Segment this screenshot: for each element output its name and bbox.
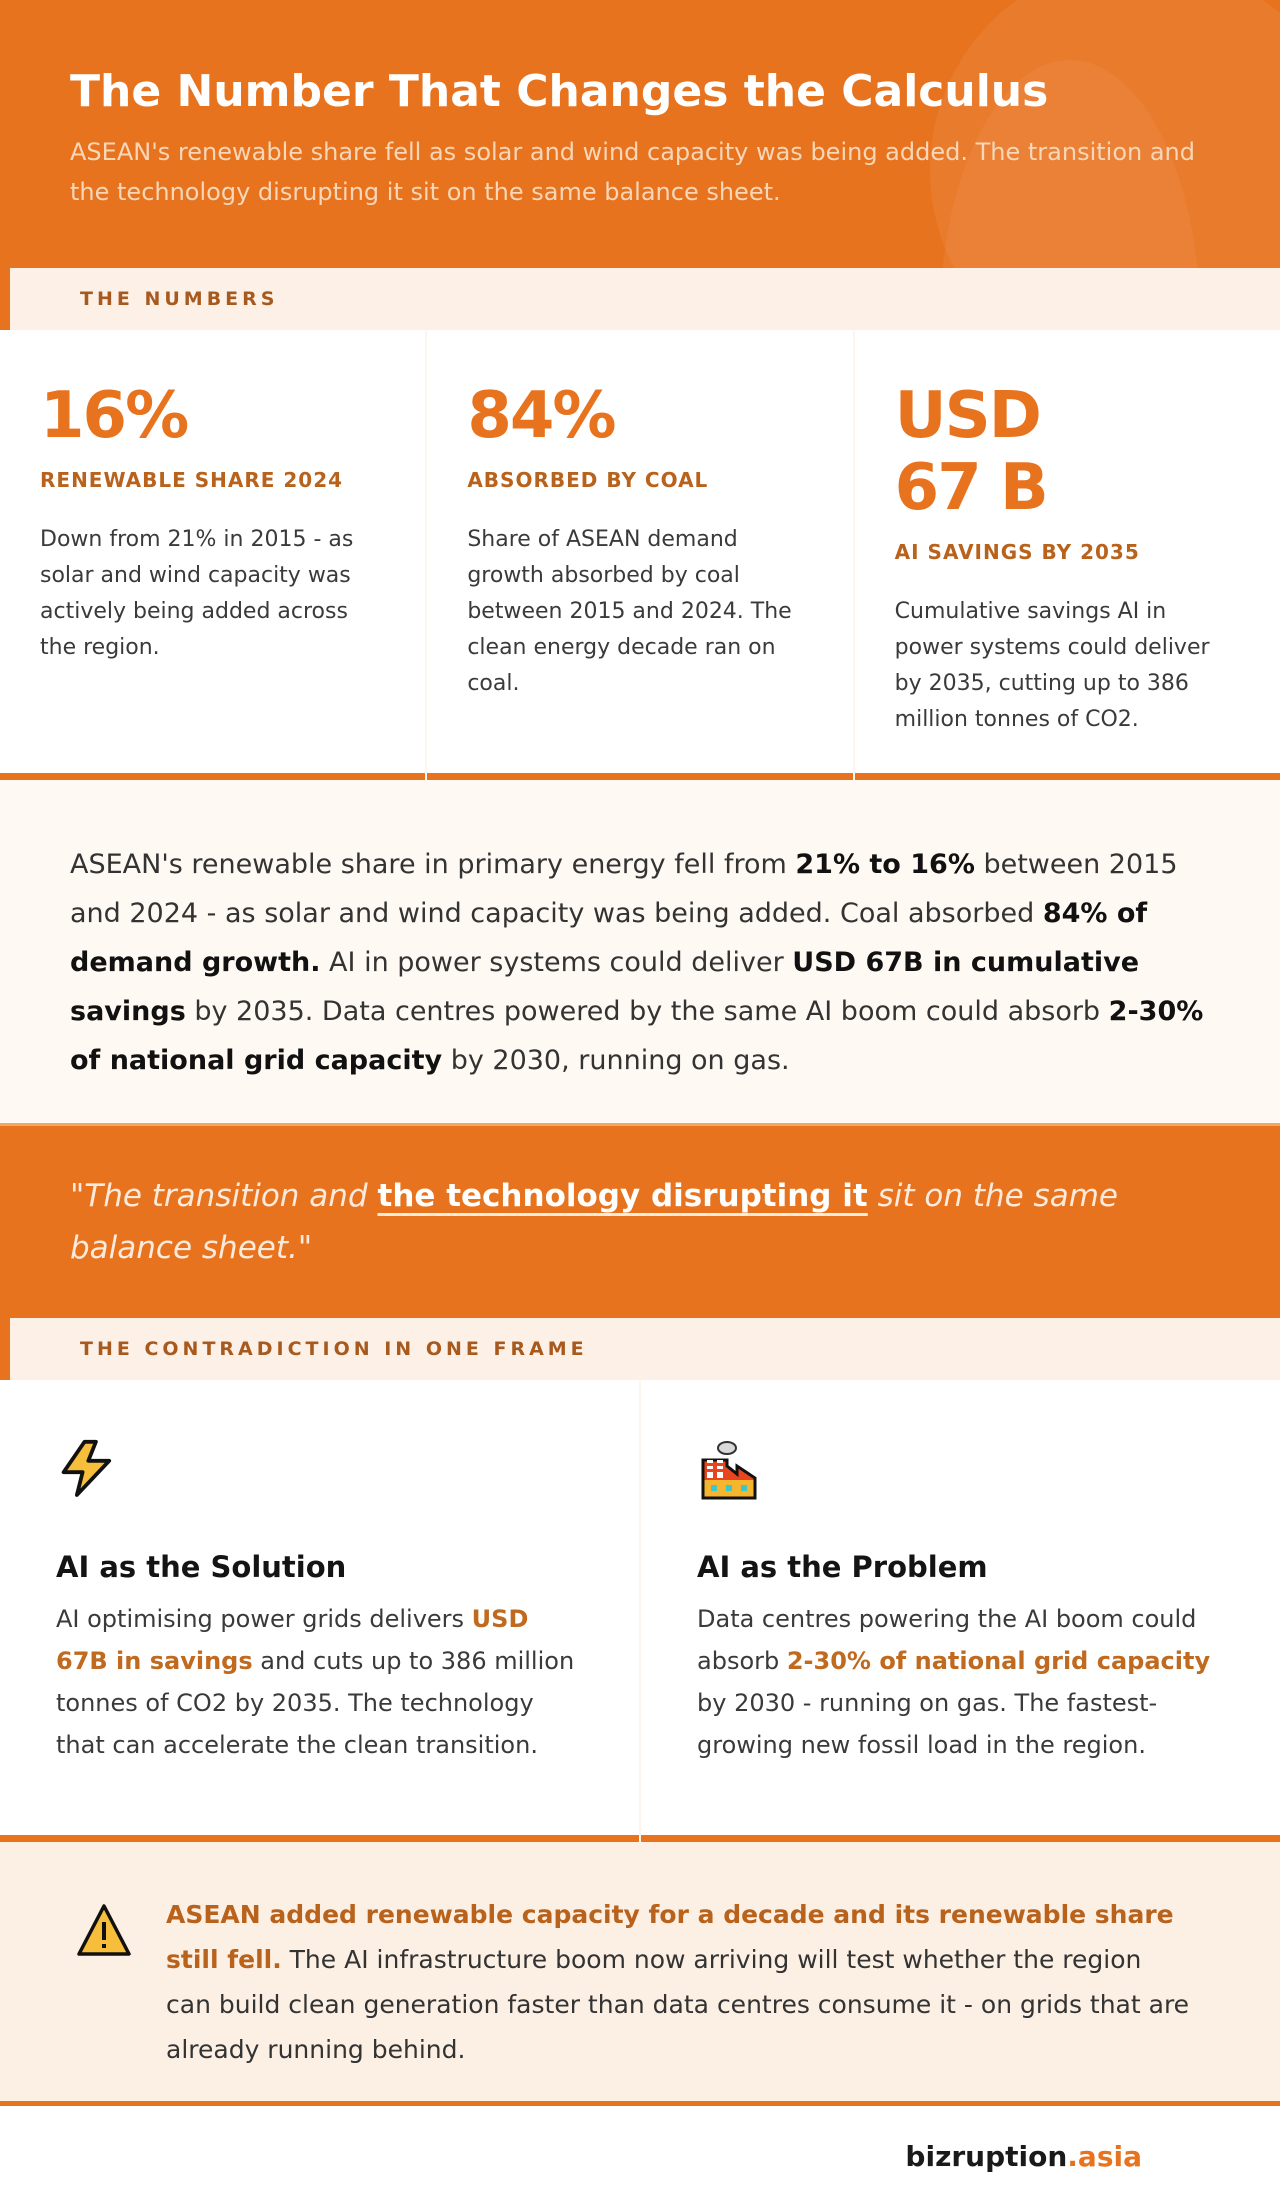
- stat-value-line1: USD: [894, 379, 1040, 453]
- lightning-bolt-icon: [56, 1438, 120, 1502]
- card-highlight: 2-30% of national grid capacity: [786, 1647, 1211, 1675]
- stat-label: RENEWABLE SHARE 2024: [40, 468, 344, 492]
- card-title: AI as the Solution: [56, 1550, 347, 1584]
- stat-description: Down from 21% in 2015 - as solar and wind capacity was actively being added across the region.: [40, 527, 354, 660]
- summary-emphasis: 2-30% of national grid capacity: [70, 996, 1204, 1076]
- summary-text: by 2035. Data centres powered by the same AI boom could absorb: [185, 996, 1109, 1027]
- factory-icon: [697, 1438, 761, 1502]
- warning-callout: [0, 1842, 1280, 2106]
- page-subtitle: ASEAN's renewable share fell as solar and wind capacity was being added. The transition and the technology disrupting it sit on the same balance sheet.: [70, 138, 1195, 206]
- summary-text: between 2015 and 2024 - as solar and wind capacity was being added. Coal absorbed: [70, 849, 1178, 929]
- page-title: The Number That Changes the Calculus: [70, 66, 1049, 117]
- stat-value: 16%: [40, 379, 188, 453]
- stat-label: AI SAVINGS BY 2035: [894, 540, 1140, 564]
- stat-value: 84%: [467, 379, 615, 453]
- callout-highlight: ASEAN added renewable capacity for a decade and its renewable share still fell.: [166, 1900, 1174, 1974]
- pull-quote: [0, 1123, 1280, 1318]
- card-highlight: USD 67B in savings: [56, 1605, 529, 1675]
- summary-emphasis: 21% to 16%: [795, 849, 975, 880]
- summary-emphasis: USD 67B in cumulative savings: [70, 947, 1140, 1027]
- card-text: [697, 1598, 1224, 1766]
- stat-description: Cumulative savings AI in power systems could deliver by 2035, cutting up to 386 million tonnes of CO2.: [894, 599, 1210, 732]
- stat-card-ai-savings: [855, 330, 1280, 780]
- callout-text: [166, 1892, 1190, 2101]
- summary-text: ASEAN's renewable share in primary energy fell from: [70, 849, 796, 880]
- summary-section: [0, 780, 1280, 1123]
- solution-card: [0, 1380, 639, 1842]
- summary-paragraph: [70, 840, 1210, 1085]
- stat-card-renewable-share: [0, 330, 425, 780]
- summary-emphasis: 84% of demand growth.: [70, 898, 1148, 978]
- section-label-text: THE NUMBERS: [80, 288, 279, 310]
- stat-value-line2: 67 B: [894, 451, 1047, 525]
- hero-header: [0, 0, 1280, 268]
- stat-label: ABSORBED BY COAL: [467, 468, 709, 492]
- brand-tld: .asia: [1067, 2139, 1142, 2173]
- quote-part: sit on the same balance sheet.": [70, 1178, 1118, 1266]
- card-text: [56, 1598, 583, 1766]
- stat-description: Share of ASEAN demand growth absorbed by coal between 2015 and 2024. The clean energy decade ran on coal.: [467, 527, 792, 696]
- quote-part: "The transition and: [70, 1178, 378, 1214]
- brand-name: bizruption: [905, 2139, 1068, 2173]
- stat-value: [895, 380, 1240, 524]
- stats-row: [0, 330, 1280, 780]
- card-text-part: Data centres powering the AI boom could absorb: [697, 1605, 1197, 1675]
- section-label-text: THE CONTRADICTION IN ONE FRAME: [80, 1338, 588, 1360]
- summary-text: AI in power systems could deliver: [320, 947, 793, 978]
- warning-icon: [76, 1902, 132, 1958]
- problem-card: [641, 1380, 1280, 1842]
- contradiction-row: [0, 1380, 1280, 1842]
- section-label-numbers: [0, 268, 1280, 330]
- quote-text: [70, 1170, 1210, 1274]
- summary-text: by 2030, running on gas.: [442, 1045, 790, 1076]
- section-label-contradiction: [0, 1318, 1280, 1380]
- card-text-part: AI optimising power grids delivers: [56, 1605, 472, 1633]
- quote-emphasis: the technology disrupting it: [377, 1178, 868, 1214]
- stat-card-coal: [427, 330, 852, 780]
- footer: [0, 2106, 1280, 2204]
- card-title: AI as the Problem: [697, 1550, 988, 1584]
- card-text-part: by 2030 - running on gas. The fastest-growing new fossil load in the region.: [697, 1689, 1158, 1759]
- card-text-part: and cuts up to 386 million tonnes of CO2 by 2035. The technology that can accelerate the clean transition.: [56, 1647, 575, 1759]
- callout-body: The AI infrastructure boom now arriving will test whether the region can build clean generation faster than data centres consume it - on grids that are already running behind.: [166, 1945, 1190, 2064]
- brand-logo[interactable]: [905, 2140, 1142, 2173]
